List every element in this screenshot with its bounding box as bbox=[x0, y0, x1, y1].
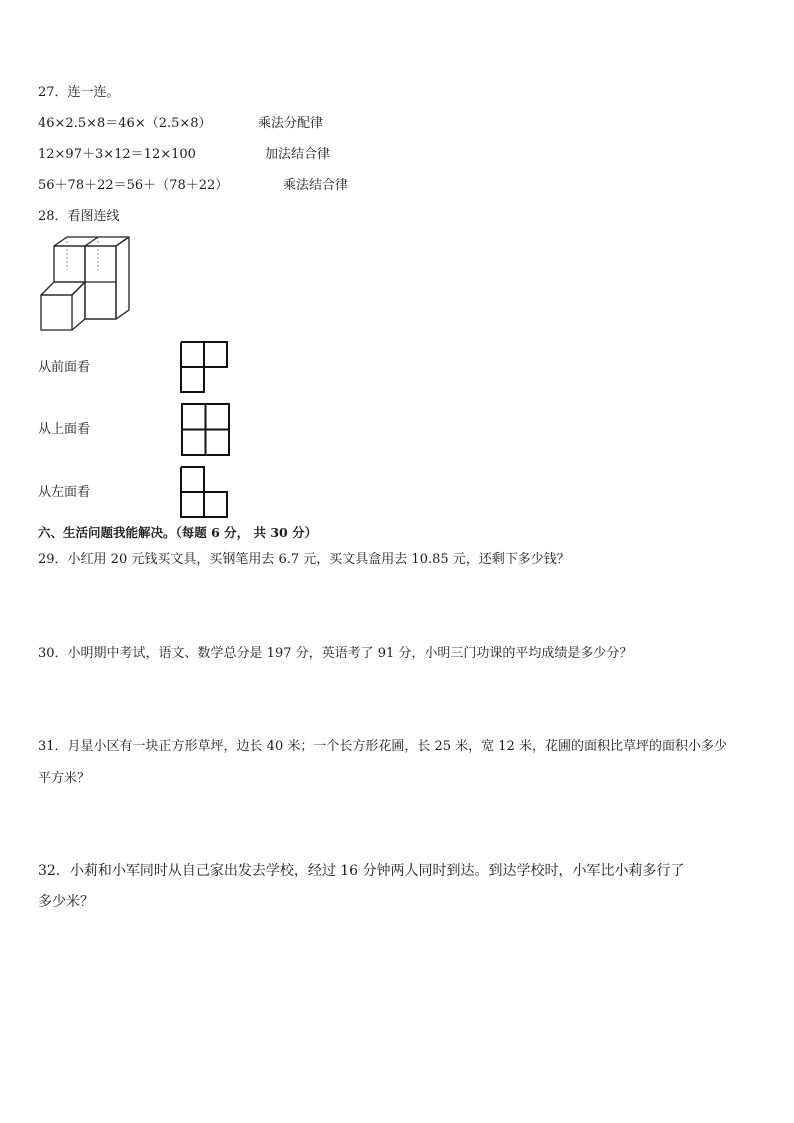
q32-line-1: 32．小莉和小军同时从自己家出发去学校，经过 16 分钟两人同时到达。到达学校时，小军比小莉多行了 bbox=[38, 863, 685, 879]
q27-expr-1: 46×2.5×8＝46×（2.5×8） bbox=[38, 116, 212, 131]
q27-title: 27．连一连。 bbox=[38, 85, 120, 100]
view-shape-square-grid bbox=[181, 403, 231, 457]
view-shape-l-upper bbox=[180, 341, 230, 393]
cube-figure bbox=[38, 236, 132, 334]
q31-line-1: 31．月星小区有一块正方形草坪，边长 40 米；一个长方形花圃，长 25 米，宽 12 米，花圃的面积比草坪的面积小多少 bbox=[38, 739, 727, 754]
view-shape-l-lower bbox=[180, 466, 230, 519]
q28-title: 28．看图连线 bbox=[38, 209, 120, 224]
q27-expr-3: 56＋78＋22＝56＋（78＋22） bbox=[38, 178, 229, 193]
q27-law-1: 乘法分配律 bbox=[258, 116, 324, 131]
q27-law-2: 加法结合律 bbox=[265, 147, 331, 162]
view-label-top: 从上面看 bbox=[38, 422, 91, 437]
section-6-heading: 六、生活问题我能解决。（每题 6 分， 共 30 分） bbox=[38, 525, 318, 540]
q30-text: 30．小明期中考试，语文、数学总分是 197 分，英语考了 91 分，小明三门功课的平均成绩是多少分？ bbox=[38, 646, 633, 661]
q27-expr-2: 12×97＋3×12＝12×100 bbox=[38, 147, 196, 162]
q29-text: 29．小红用 20 元钱买文具，买钢笔用去 6.7 元，买文具盒用去 10.85 元，还剩下多少钱？ bbox=[38, 552, 570, 567]
q32-line-2: 多少米？ bbox=[38, 894, 94, 910]
view-label-front: 从前面看 bbox=[38, 360, 91, 375]
q31-line-2: 平方米？ bbox=[38, 771, 91, 786]
view-label-left: 从左面看 bbox=[38, 485, 91, 500]
q27-law-3: 乘法结合律 bbox=[283, 178, 349, 193]
